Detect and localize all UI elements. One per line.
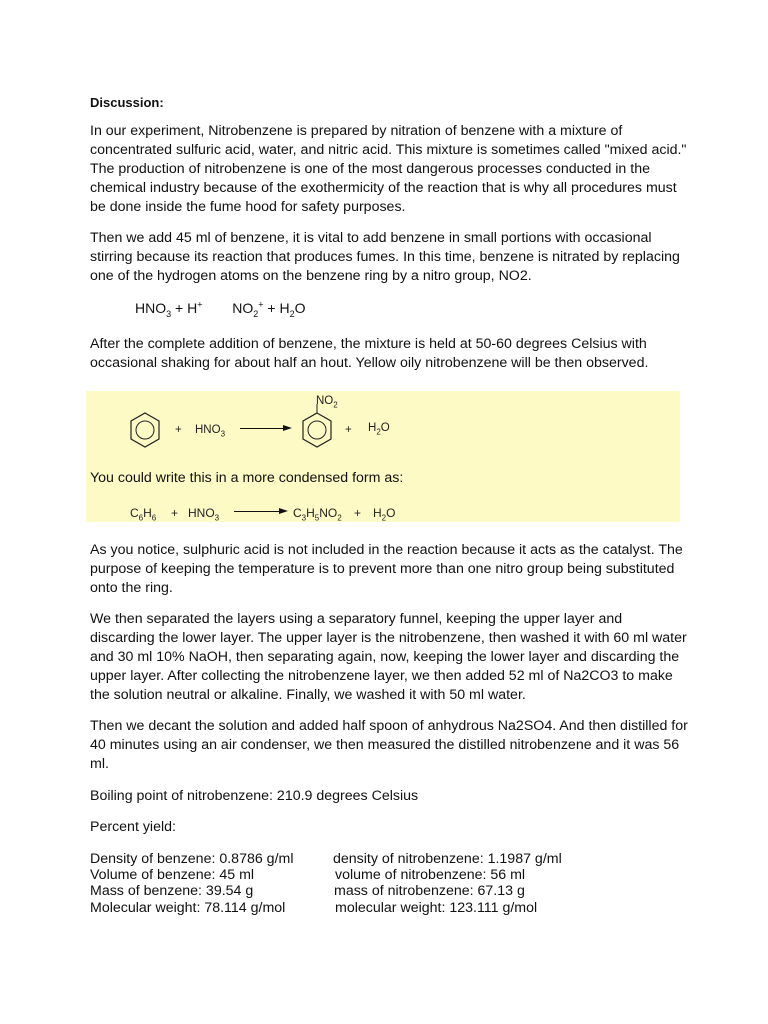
condensed-arrow-head bbox=[279, 508, 288, 514]
condensed-reagent: $HNO_3$ bbox=[188, 506, 220, 523]
condensed-water: $H_2O$ bbox=[373, 506, 396, 523]
plus-sign-2: + bbox=[345, 424, 352, 436]
condensed-product: $C_3H_5NO_2$ bbox=[293, 506, 342, 523]
data-right: molecular weight: 123.111 g/mol bbox=[335, 900, 538, 916]
heading: Discussion: bbox=[90, 95, 164, 110]
reaction-arrow bbox=[240, 428, 284, 429]
data-row bbox=[90, 882, 650, 900]
reagent-label: $HNO_3$ bbox=[195, 424, 226, 439]
data-right: mass of nitrobenzene: 67.13 g bbox=[334, 883, 525, 899]
nitrobenzene-ring-icon bbox=[300, 404, 334, 450]
paragraph-distillation: Then we decant the solution and added half spoon of anhydrous Na2SO4. And then distilled for 40 minutes using an air condenser, we then measured the distilled nitrobenzene and it was 56 ml. bbox=[90, 718, 688, 772]
paragraph-boiling-point: Boiling point of nitrobenzene: 210.9 degrees Celsius bbox=[90, 788, 419, 804]
condensed-plus-1: + bbox=[171, 506, 179, 520]
water-label: $H_2O$ bbox=[368, 422, 390, 437]
condensed-arrow bbox=[234, 511, 280, 512]
paragraph-intro: In our experiment, Nitrobenzene is prepared by nitration of benzene with a mixture of concentrated sulfuric acid, water, and nitric acid. This mixture is sometimes called "mixed acid." The production of nitrobenzene is one of the most dangerous processes conducted in the chemical industry because of the exothermicity of the reaction that is why all procedures must be done inside the fume hood for safety purposes. bbox=[90, 123, 687, 215]
data-left: Mass of benzene: 39.54 g bbox=[90, 883, 254, 899]
paragraph-separation: We then separated the layers using a separatory funnel, keeping the upper layer and discarding the lower layer. The upper layer is the nitrobenzene, then washed it with 60 ml water and 30 ml 10% NaOH, then separating again, now, keeping the lower layer and discarding the upper layer. After collecting the nitrobenzene layer, we then added 52 ml of Na2CO3 to make the solution neutral or alkaline. Finally, we washed it with 50 ml water. bbox=[90, 611, 687, 703]
condensed-plus-2: + bbox=[354, 506, 362, 520]
paragraph-heating: After the complete addition of benzene, the mixture is held at 50-60 degrees Celsius with occasional shaking for about half an hout. Yellow oily nitrobenzene will be then observed. bbox=[90, 336, 649, 371]
paragraph-catalyst: As you notice, sulphuric acid is not included in the reaction because it acts as the catalyst. The purpose of keeping the temperature is to prevent more than one nitro group being substituted onto the ring. bbox=[90, 542, 683, 596]
condensed-intro: You could write this in a more condensed form as: bbox=[90, 470, 404, 486]
data-left: Volume of benzene: 45 ml bbox=[90, 867, 255, 883]
condensed-equation: $C_6H_6$ bbox=[130, 506, 157, 523]
plus-sign: + bbox=[175, 424, 182, 436]
data-right: volume of nitrobenzene: 56 ml bbox=[335, 867, 526, 883]
paragraph-benzene-addition: Then we add 45 ml of benzene, it is vital to add benzene in small portions with occasional stirring because its reaction that produces fumes. In this time, benzene is nitrated by replacing one of the hydrogen atoms on the benzene ring by a nitro group, NO2. bbox=[90, 230, 680, 284]
nitronium-equation: $HNO_3 + H^+$ $NO_2^+ + H_2O$ bbox=[135, 299, 306, 319]
data-left: Molecular weight: 78.114 g/mol bbox=[90, 900, 286, 916]
reaction-box bbox=[86, 391, 680, 522]
data-right: density of nitrobenzene: 1.1987 g/ml bbox=[333, 851, 562, 867]
nitro-group-label: $NO_2$ bbox=[316, 395, 338, 410]
data-row bbox=[90, 899, 650, 917]
paragraph-percent-yield: Percent yield: bbox=[90, 819, 176, 835]
data-left: Density of benzene: 0.8786 g/ml bbox=[90, 851, 294, 867]
reaction-arrow-head bbox=[283, 425, 292, 431]
benzene-ring-icon bbox=[128, 411, 162, 449]
